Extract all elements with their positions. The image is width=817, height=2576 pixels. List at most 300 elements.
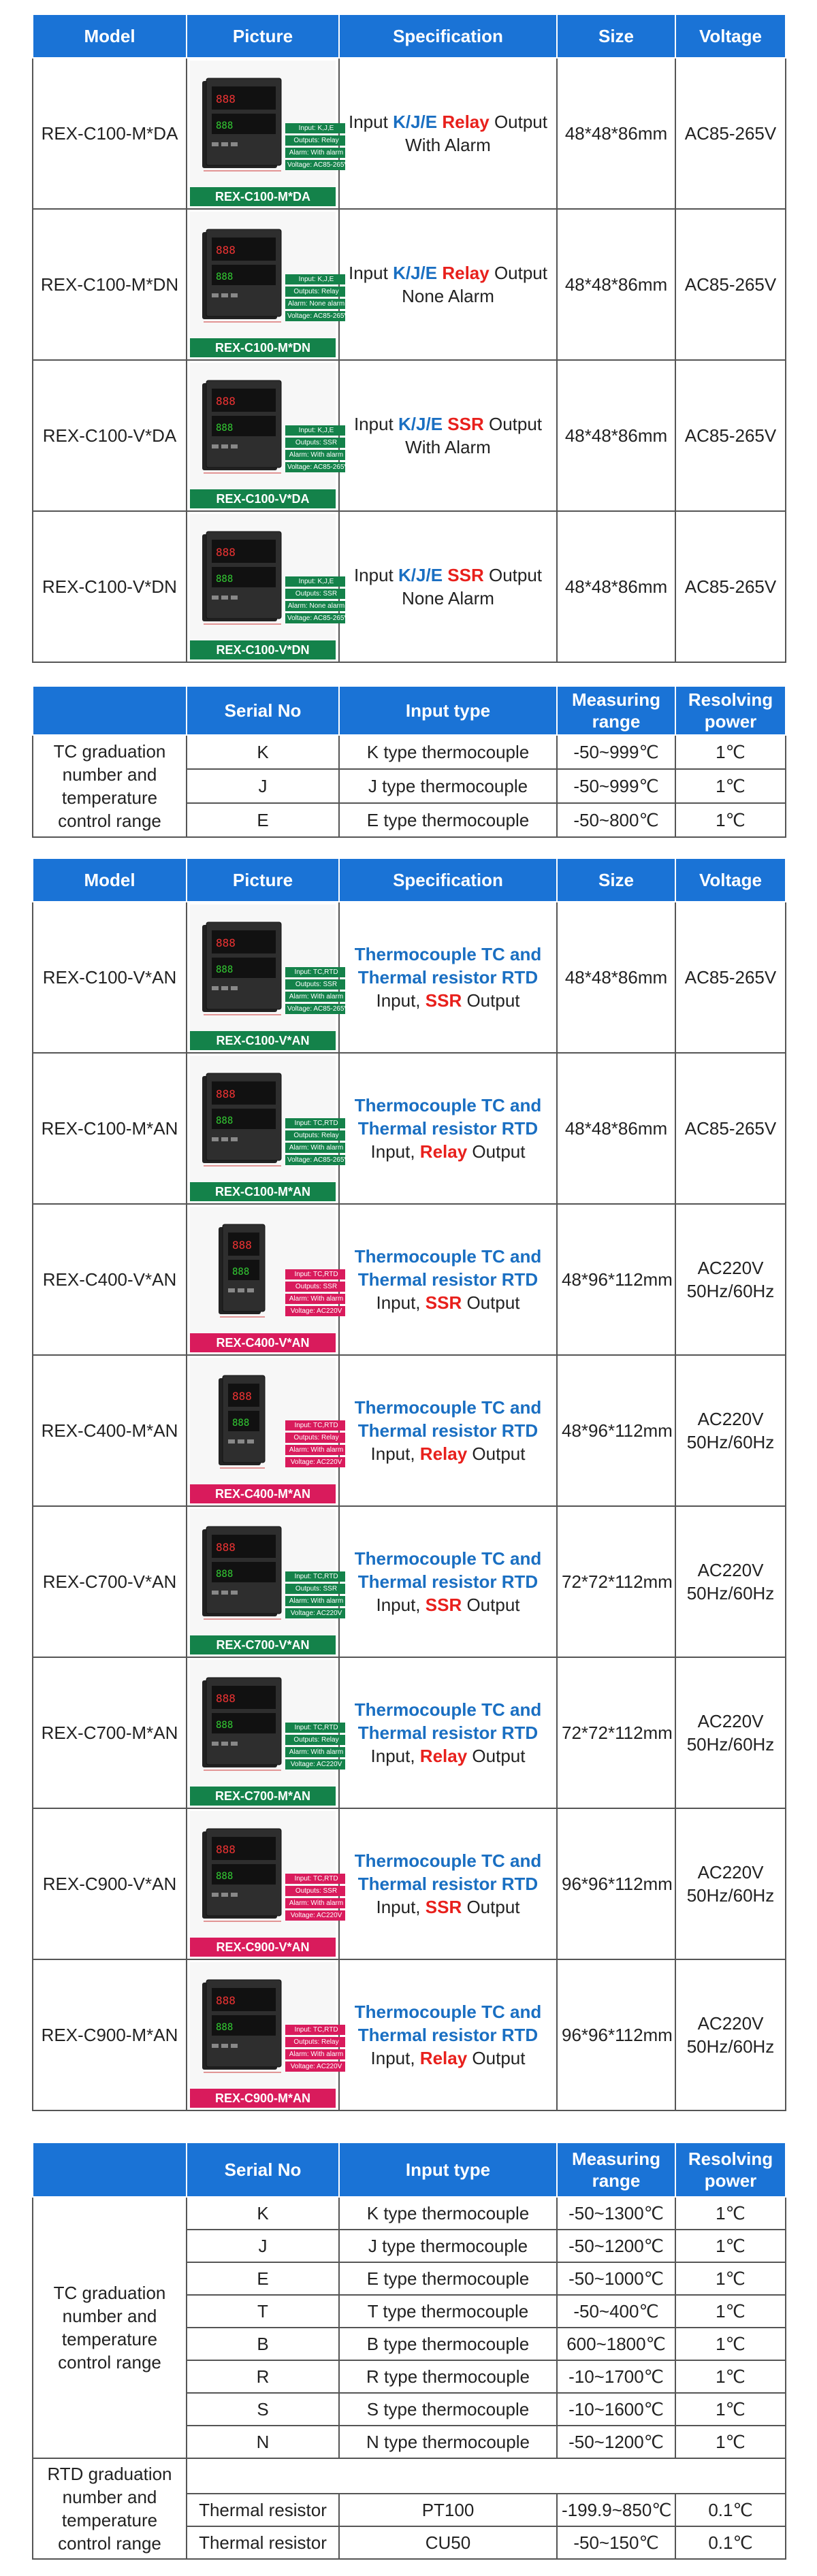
product-picture [190,1811,344,1957]
header-specification: Specification [339,14,557,58]
resolution-cell: 1℃ [675,2262,786,2295]
graduation-table-1 [32,685,786,838]
picture-cell [187,1204,344,1355]
input-type-cell: K type thermocouple [339,735,557,769]
spec-tag: Outputs: SSR [285,1282,345,1292]
spec-tag: Input: K,J,E [285,576,345,587]
size-cell: 48*96*112mm [557,1355,675,1506]
spec-tag-list [285,576,349,625]
spec-text: Input [353,565,399,585]
picture-caption: REX-C100-M*DA [190,187,336,206]
spec-output-highlight: Relay [419,1141,468,1162]
svg-text:888: 888 [216,1994,236,2007]
picture-caption: REX-C100-M*DN [190,338,336,357]
graduation-table-2 [32,2142,786,2560]
spec-text: Input [353,414,399,434]
range-cell: -50~400℃ [557,2295,675,2328]
svg-text:888: 888 [232,1390,252,1403]
voltage-cell: AC220V 50Hz/60Hz [675,1959,786,2110]
spec-tag-list [285,1420,345,1469]
spec-text: Input, [376,990,426,1011]
model-cell: REX-C100-M*AN [33,1053,187,1204]
picture-caption: REX-C900-V*AN [190,1938,336,1957]
model-cell: REX-C700-M*AN [33,1657,187,1808]
spec-tag: Voltage: AC220V [285,1457,345,1467]
spec-text: Output [467,1746,526,1766]
size-cell: 96*96*112mm [557,1808,675,1959]
controller-image [201,1072,281,1167]
spec-tag: Input: K,J,E [285,123,345,133]
spec-text: Input, [370,2048,420,2068]
header-resolving-power: Resolving power [675,2142,786,2197]
spec-tag: Input: K,J,E [285,274,345,284]
specification-cell [339,902,557,1053]
spec-tag: Voltage: AC85-265V [285,1004,345,1014]
spec-text: Output [467,2048,526,2068]
serial-cell: T [187,2295,339,2328]
range-cell: -50~1200℃ [557,2426,675,2458]
serial-cell: Thermal resistor [187,2526,339,2559]
serial-cell: J [187,769,339,803]
svg-text:888: 888 [216,1115,234,1126]
voltage-cell: AC85-265V [675,209,786,360]
input-type-cell: J type thermocouple [339,769,557,803]
model-cell: REX-C700-V*AN [33,1506,187,1657]
spec-rtd-line: Thermal resistor RTD [357,967,539,988]
spec-tag: Input: TC,RTD [285,2025,345,2035]
spec-tag: Voltage: AC220V [285,1759,345,1770]
spec-tag: Voltage: AC85-265V [285,462,345,472]
product-table-2 [32,858,786,2111]
controller-image [201,228,281,323]
picture-cell [187,511,349,662]
spec-tag: Alarm: With alarm [285,1294,345,1304]
spec-rtd-line: Thermal resistor RTD [357,1874,539,1894]
spec-rtd-line: Thermal resistor RTD [357,1571,539,1592]
spec-tag: Outputs: SSR [285,1584,345,1594]
specification-cell [339,209,557,360]
blank-cell [187,2458,786,2494]
table-row [33,1355,786,1506]
product-picture [190,514,349,659]
table-header-row [33,686,786,735]
spec-alarm: None Alarm [402,588,494,608]
input-type-cell: E type thermocouple [339,803,557,837]
picture-cell [187,58,349,209]
spec-output-highlight: Relay [442,263,490,283]
serial-cell: E [187,803,339,837]
spec-tag: Alarm: With alarm [285,992,345,1002]
controller-image [201,77,281,172]
spec-tag: Outputs: SSR [285,1886,345,1896]
serial-cell: K [187,735,339,769]
svg-text:888: 888 [216,574,234,585]
input-type-cell: E type thermocouple [339,2262,557,2295]
serial-cell: B [187,2328,339,2360]
voltage-cell: AC85-265V [675,360,786,511]
spec-rtd-line: Thermal resistor RTD [357,1723,539,1743]
header-picture: Picture [187,858,339,902]
picture-cell [187,1959,344,2110]
input-type-cell: R type thermocouple [339,2360,557,2393]
controller-image [201,1525,281,1620]
table-row [33,902,786,1053]
spec-text: Input [349,263,394,283]
controller-image [217,1223,265,1318]
table-row [33,360,786,511]
table-row [33,1657,786,1808]
model-cell: REX-C400-V*AN [33,1204,187,1355]
svg-text:888: 888 [216,395,236,408]
spec-text: Output [489,263,547,283]
header-blank [33,686,187,735]
serial-cell: J [187,2230,339,2262]
specification-cell [339,1959,557,2110]
spec-output-highlight: Relay [419,1444,468,1464]
range-cell: -50~999℃ [557,769,675,803]
spec-output-highlight: Relay [419,1746,468,1766]
serial-cell: N [187,2426,339,2458]
spec-input-highlight: K/J/E [398,565,443,585]
picture-caption: REX-C100-V*DN [190,640,336,659]
input-type-cell: T type thermocouple [339,2295,557,2328]
resolution-cell: 0.1℃ [675,2526,786,2559]
svg-text:888: 888 [216,936,236,949]
spec-tc-line: Thermocouple TC and [354,944,542,964]
controller-image [201,1978,281,2074]
spec-tag-list [285,1118,349,1167]
model-cell: REX-C100-M*DA [33,58,187,209]
svg-text:888: 888 [216,546,236,559]
svg-text:888: 888 [216,1871,234,1882]
spec-output-highlight: SSR [425,990,462,1011]
picture-caption: REX-C100-V*DA [190,489,336,508]
spec-text: Output [483,414,543,434]
model-cell: REX-C900-M*AN [33,1959,187,2110]
serial-cell: E [187,2262,339,2295]
size-cell: 48*96*112mm [557,1204,675,1355]
size-cell: 48*48*86mm [557,1053,675,1204]
product-picture [190,212,349,357]
spec-tag: Alarm: None alarm [285,601,345,611]
controller-image [217,1374,265,1469]
product-table-1 [32,14,786,663]
svg-text:888: 888 [216,244,236,257]
specification-cell [339,1053,557,1204]
spec-rtd-line: Thermal resistor RTD [357,1118,539,1139]
spec-tag: Alarm: None alarm [285,299,345,309]
spec-text: Output [462,1292,520,1313]
spec-tag: Input: TC,RTD [285,1723,345,1733]
controller-image [201,921,281,1016]
model-cell: REX-C100-V*DN [33,511,187,662]
table-row [33,2197,786,2230]
spec-text: Input, [370,1444,420,1464]
spec-tc-line: Thermocouple TC and [354,1246,542,1267]
svg-text:888: 888 [216,1692,236,1705]
picture-caption: REX-C100-M*AN [190,1182,336,1201]
spec-text: Output [467,1444,526,1464]
spec-tag-list [285,2025,345,2074]
size-cell: 72*72*112mm [557,1506,675,1657]
spec-tag-list [285,1723,345,1772]
spec-output-highlight: SSR [447,414,484,434]
picture-cell [187,1506,344,1657]
resolution-cell: 1℃ [675,735,786,769]
spec-tag: Alarm: With alarm [285,1747,345,1757]
spec-tag: Input: K,J,E [285,425,345,436]
product-picture [190,363,349,508]
header-voltage: Voltage [675,858,786,902]
resolution-cell: 1℃ [675,769,786,803]
header-measuring-range: Measuring range [557,2142,675,2197]
svg-text:888: 888 [216,120,234,131]
input-type-cell: PT100 [339,2494,557,2526]
range-cell: -50~800℃ [557,803,675,837]
spec-tag: Outputs: SSR [285,979,345,990]
spec-text: Input [349,112,394,132]
picture-caption: REX-C700-M*AN [190,1787,336,1806]
picture-caption: REX-C400-V*AN [190,1333,336,1352]
spec-tag: Outputs: Relay [285,135,345,146]
voltage-cell: AC85-265V [675,902,786,1053]
spec-tag: Alarm: With alarm [285,450,345,460]
header-voltage: Voltage [675,14,786,58]
spec-output-highlight: SSR [425,1292,462,1313]
table-row [33,1959,786,2110]
spec-output-highlight: Relay [442,112,490,132]
table-row [33,209,786,360]
svg-text:888: 888 [216,964,234,975]
table-row [33,1204,786,1355]
spec-tag: Input: TC,RTD [285,1874,345,1884]
product-picture [190,1962,344,2108]
spec-tc-line: Thermocouple TC and [354,1548,542,1569]
resolution-cell: 1℃ [675,2393,786,2426]
spec-tc-line: Thermocouple TC and [354,1851,542,1871]
picture-caption: REX-C900-M*AN [190,2089,336,2108]
picture-cell [187,902,349,1053]
spec-tag-list [285,1571,345,1620]
input-type-cell: B type thermocouple [339,2328,557,2360]
size-cell: 48*48*86mm [557,58,675,209]
spec-tag: Input: TC,RTD [285,1118,345,1128]
size-cell: 48*48*86mm [557,902,675,1053]
spec-text: Output [462,990,520,1011]
range-cell: -199.9~850℃ [557,2494,675,2526]
range-cell: -50~1300℃ [557,2197,675,2230]
svg-text:888: 888 [216,2022,234,2033]
spec-tag: Outputs: Relay [285,2037,345,2047]
spec-tc-line: Thermocouple TC and [354,2002,542,2022]
specification-cell [339,58,557,209]
serial-cell: S [187,2393,339,2426]
size-cell: 48*48*86mm [557,511,675,662]
model-cell: REX-C100-V*AN [33,902,187,1053]
table-row [33,58,786,209]
product-picture [190,61,349,206]
table-row [33,1808,786,1959]
spec-tag: Input: TC,RTD [285,1269,345,1279]
serial-cell: K [187,2197,339,2230]
header-serial-no: Serial No [187,686,339,735]
voltage-cell: AC220V 50Hz/60Hz [675,1355,786,1506]
spec-tag: Voltage: AC85-265V [285,311,345,321]
header-specification: Specification [339,858,557,902]
spec-tag: Alarm: With alarm [285,1143,345,1153]
spec-output-highlight: SSR [425,1897,462,1917]
header-resolving-power: Resolving power [675,686,786,735]
picture-caption: REX-C100-V*AN [190,1031,336,1050]
product-picture [190,1207,344,1352]
table-header-row [33,858,786,902]
spec-tag: Alarm: With alarm [285,148,345,158]
size-cell: 48*48*86mm [557,209,675,360]
resolution-cell: 0.1℃ [675,2494,786,2526]
svg-text:888: 888 [216,1541,236,1554]
product-picture [190,1358,344,1503]
spec-output-highlight: SSR [447,565,484,585]
picture-cell [187,1355,344,1506]
range-cell: 600~1800℃ [557,2328,675,2360]
svg-text:888: 888 [216,423,234,434]
table-row [33,511,786,662]
spec-tag: Outputs: SSR [285,438,345,448]
table-row [33,2458,786,2494]
spec-tag: Input: TC,RTD [285,1571,345,1582]
size-cell: 48*48*86mm [557,360,675,511]
spec-rtd-line: Thermal resistor RTD [357,1269,539,1290]
spec-tag: Outputs: SSR [285,589,345,599]
spec-tag-list [285,1874,345,1923]
spec-tag: Input: TC,RTD [285,967,345,977]
spec-output-highlight: SSR [425,1595,462,1615]
model-cell: REX-C400-M*AN [33,1355,187,1506]
voltage-cell: AC220V 50Hz/60Hz [675,1204,786,1355]
spec-tag: Voltage: AC85-265V [285,613,345,623]
serial-cell: R [187,2360,339,2393]
model-cell: REX-C900-V*AN [33,1808,187,1959]
voltage-cell: AC85-265V [675,511,786,662]
header-blank [33,2142,187,2197]
spec-input-highlight: K/J/E [393,263,438,283]
input-type-cell: J type thermocouple [339,2230,557,2262]
header-measuring-range: Measuring range [557,686,675,735]
header-serial-no: Serial No [187,2142,339,2197]
spec-text: Output [489,112,547,132]
specification-cell [339,1657,557,1808]
resolution-cell: 1℃ [675,2360,786,2393]
specification-cell [339,511,557,662]
spec-tag-list [285,123,349,172]
spec-text: Input, [370,1746,420,1766]
product-picture [190,1056,349,1201]
spec-tag: Voltage: AC85-265V [285,160,345,170]
spec-tag: Voltage: AC85-265V [285,1155,345,1165]
svg-text:888: 888 [216,1088,236,1100]
picture-cell [187,1657,344,1808]
svg-text:888: 888 [232,1239,252,1252]
spec-tag-list [285,425,349,474]
range-cell: -50~1200℃ [557,2230,675,2262]
voltage-cell: AC220V 50Hz/60Hz [675,1657,786,1808]
range-cell: -50~150℃ [557,2526,675,2559]
spec-text: Input, [370,1141,420,1162]
spec-alarm: With Alarm [405,437,491,457]
resolution-cell: 1℃ [675,2328,786,2360]
picture-cell [187,360,349,511]
spec-rtd-line: Thermal resistor RTD [357,1420,539,1441]
specification-cell [339,1204,557,1355]
spec-tag: Outputs: Relay [285,287,345,297]
spec-text: Output [467,1141,526,1162]
controller-image [201,530,281,625]
controller-image [201,379,281,474]
spec-text: Output [483,565,543,585]
spec-input-highlight: K/J/E [398,414,443,434]
spec-tag: Outputs: Relay [285,1735,345,1745]
specification-cell [339,1355,557,1506]
svg-text:888: 888 [216,272,234,282]
specification-cell [339,1506,557,1657]
spec-tag: Outputs: Relay [285,1433,345,1443]
spec-tc-line: Thermocouple TC and [354,1699,542,1720]
svg-text:888: 888 [216,1720,234,1731]
input-type-cell: CU50 [339,2526,557,2559]
input-type-cell: S type thermocouple [339,2393,557,2426]
voltage-cell: AC220V 50Hz/60Hz [675,1808,786,1959]
spec-tag-list [285,274,349,323]
range-cell: -10~1600℃ [557,2393,675,2426]
spec-alarm: With Alarm [405,135,491,155]
size-cell: 72*72*112mm [557,1657,675,1808]
table-row [33,1506,786,1657]
picture-caption: REX-C400-M*AN [190,1484,336,1503]
resolution-cell: 1℃ [675,2426,786,2458]
picture-cell [187,1808,344,1959]
svg-text:888: 888 [216,1569,234,1580]
input-type-cell: N type thermocouple [339,2426,557,2458]
resolution-cell: 1℃ [675,2230,786,2262]
spec-tag-list [285,1269,345,1318]
model-cell: REX-C100-M*DN [33,209,187,360]
spec-rtd-line: Thermal resistor RTD [357,2025,539,2045]
input-type-cell: K type thermocouple [339,2197,557,2230]
spec-tag: Voltage: AC220V [285,1910,345,1921]
product-picture [190,904,349,1050]
svg-text:888: 888 [232,1418,250,1429]
spec-input-highlight: K/J/E [393,112,438,132]
picture-caption: REX-C700-V*AN [190,1635,336,1654]
range-cell: -10~1700℃ [557,2360,675,2393]
controller-image [201,1827,281,1923]
spec-tag: Outputs: Relay [285,1130,345,1141]
spec-tag-list [285,967,349,1016]
resolution-cell: 1℃ [675,2197,786,2230]
serial-cell: Thermal resistor [187,2494,339,2526]
spec-tag: Alarm: With alarm [285,1596,345,1606]
voltage-cell: AC85-265V [675,58,786,209]
spec-output-highlight: Relay [419,2048,468,2068]
spec-tag: Alarm: With alarm [285,2049,345,2059]
spec-tag: Input: TC,RTD [285,1420,345,1431]
specification-cell [339,1808,557,1959]
controller-image [201,1676,281,1772]
header-size: Size [557,858,675,902]
spec-text: Input, [376,1292,426,1313]
range-cell: -50~1000℃ [557,2262,675,2295]
product-picture [190,1509,344,1654]
